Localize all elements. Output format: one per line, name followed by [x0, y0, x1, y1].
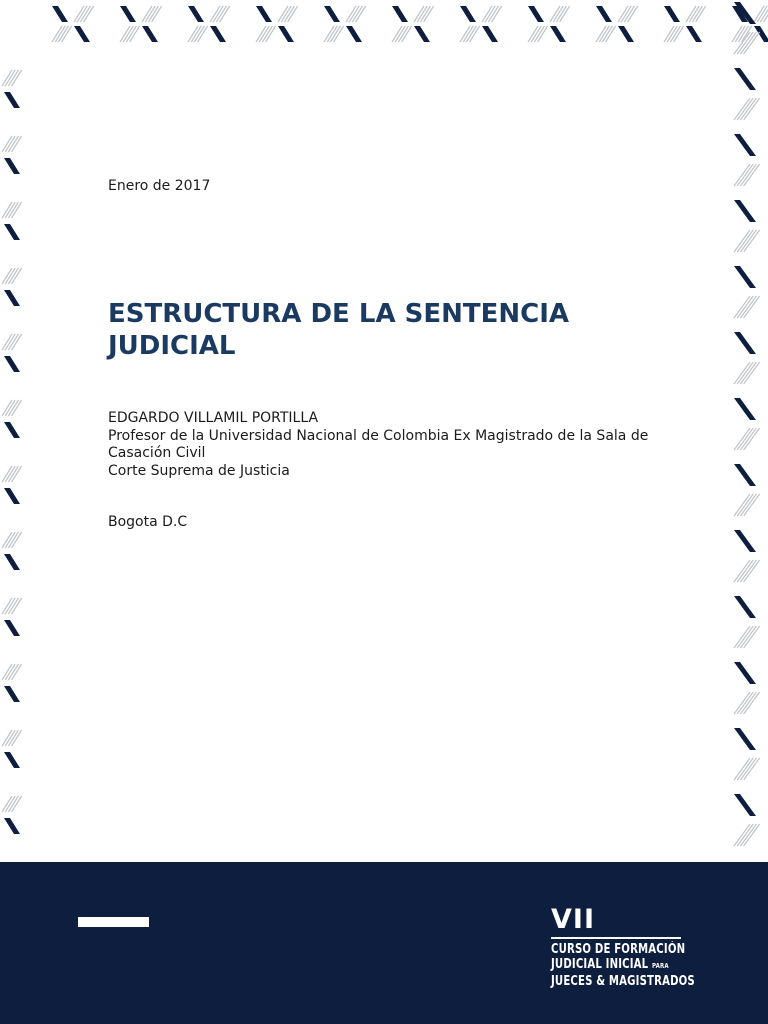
pattern-navy-slash — [596, 6, 612, 22]
pattern-navy-slash — [210, 26, 226, 42]
pattern-navy-slash — [4, 92, 20, 108]
pattern-gray-hatch — [734, 824, 760, 846]
pattern-navy-slash — [618, 26, 634, 42]
document-date: Enero de 2017 — [108, 178, 211, 194]
pattern-navy-slash — [142, 26, 158, 42]
pattern-gray-hatch — [686, 6, 706, 22]
pattern-navy-slash — [414, 26, 430, 42]
pattern-navy-slash — [734, 200, 756, 222]
pattern-navy-slash — [686, 26, 702, 42]
pattern-navy-slash — [256, 6, 272, 22]
pattern-navy-slash — [734, 68, 756, 90]
pattern-gray-hatch — [460, 26, 480, 42]
pattern-navy-slash — [528, 6, 544, 22]
pattern-navy-slash — [4, 158, 20, 174]
footer-band — [0, 862, 768, 1024]
pattern-gray-hatch — [2, 268, 22, 284]
pattern-navy-slash — [4, 488, 20, 504]
pattern-gray-hatch — [618, 6, 638, 22]
pattern-gray-hatch — [74, 6, 94, 22]
pattern-navy-slash — [4, 686, 20, 702]
pattern-navy-slash — [734, 662, 756, 684]
pattern-gray-hatch — [596, 26, 616, 42]
author-block — [108, 410, 688, 480]
pattern-gray-hatch — [414, 6, 434, 22]
pattern-navy-slash — [734, 728, 756, 750]
pattern-gray-hatch — [734, 758, 760, 780]
logo-line-2 — [551, 957, 669, 974]
pattern-navy-slash — [754, 26, 768, 42]
pattern-navy-slash — [4, 752, 20, 768]
pattern-navy-slash — [74, 26, 90, 42]
pattern-gray-hatch — [256, 26, 276, 42]
pattern-gray-hatch — [734, 494, 760, 516]
pattern-gray-hatch — [734, 230, 760, 252]
logo-line-2-small: PARA — [651, 962, 669, 970]
pattern-gray-hatch — [346, 6, 366, 22]
pattern-navy-slash — [460, 6, 476, 22]
pattern-navy-slash — [120, 6, 136, 22]
pattern-navy-slash — [4, 620, 20, 636]
pattern-gray-hatch — [734, 296, 760, 318]
pattern-navy-slash — [734, 134, 756, 156]
pattern-navy-slash — [734, 596, 756, 618]
pattern-gray-hatch — [210, 6, 230, 22]
pattern-gray-hatch — [734, 560, 760, 582]
pattern-gray-hatch — [392, 26, 412, 42]
logo-line-1: CURSO DE FORMACIÓN — [551, 942, 686, 957]
pattern-gray-hatch — [734, 362, 760, 384]
pattern-navy-slash — [4, 356, 20, 372]
logo-line-2-text: JUDICIAL INICIAL — [551, 957, 649, 972]
pattern-navy-slash — [4, 818, 20, 834]
logo-numeral: VII — [551, 904, 595, 935]
pattern-gray-hatch — [2, 598, 22, 614]
pattern-navy-slash — [346, 26, 362, 42]
pattern-navy-slash — [324, 6, 340, 22]
pattern-gray-hatch — [550, 6, 570, 22]
pattern-navy-slash — [4, 290, 20, 306]
pattern-gray-hatch — [734, 32, 760, 54]
document-city: Bogota D.C — [108, 514, 188, 530]
pattern-gray-hatch — [2, 532, 22, 548]
pattern-navy-slash — [664, 6, 680, 22]
pattern-navy-slash — [550, 26, 566, 42]
pattern-gray-hatch — [278, 6, 298, 22]
pattern-gray-hatch — [734, 164, 760, 186]
pattern-gray-hatch — [2, 466, 22, 482]
pattern-gray-hatch — [142, 6, 162, 22]
pattern-gray-hatch — [528, 26, 548, 42]
pattern-navy-slash — [734, 398, 756, 420]
pattern-gray-hatch — [734, 428, 760, 450]
pattern-navy-slash — [278, 26, 294, 42]
pattern-gray-hatch — [120, 26, 140, 42]
pattern-gray-hatch — [734, 692, 760, 714]
author-name: EDGARDO VILLAMIL PORTILLA — [108, 410, 319, 426]
pattern-gray-hatch — [734, 98, 760, 120]
pattern-navy-slash — [52, 6, 68, 22]
pattern-navy-slash — [188, 6, 204, 22]
pattern-gray-hatch — [188, 26, 208, 42]
course-logo — [551, 904, 695, 989]
author-affiliation: Profesor de la Universidad Nacional de Colombia Ex Magistrado de la Sala de — [108, 427, 649, 444]
pattern-navy-slash — [4, 224, 20, 240]
pattern-gray-hatch — [482, 6, 502, 22]
pattern-navy-slash — [482, 26, 498, 42]
footer-accent-bar — [78, 917, 149, 927]
pattern-gray-hatch — [2, 334, 22, 350]
pattern-navy-slash — [4, 422, 20, 438]
pattern-gray-hatch — [2, 400, 22, 416]
pattern-navy-slash — [734, 530, 756, 552]
pattern-navy-slash — [734, 332, 756, 354]
pattern-gray-hatch — [2, 202, 22, 218]
pattern-navy-slash — [734, 464, 756, 486]
pattern-gray-hatch — [2, 664, 22, 680]
author-affiliation-continued: Casación Civil — [108, 445, 206, 461]
pattern-gray-hatch — [754, 6, 768, 22]
pattern-navy-slash — [734, 794, 756, 816]
logo-line-3: JUECES & MAGISTRADOS — [551, 974, 695, 989]
pattern-gray-hatch — [664, 26, 684, 42]
pattern-gray-hatch — [52, 26, 72, 42]
pattern-gray-hatch — [2, 796, 22, 812]
pattern-gray-hatch — [324, 26, 344, 42]
logo-divider — [551, 937, 681, 939]
pattern-navy-slash — [734, 266, 756, 288]
pattern-gray-hatch — [734, 626, 760, 648]
pattern-navy-slash — [392, 6, 408, 22]
author-institution: Corte Suprema de Justicia — [108, 462, 290, 479]
document-title: ESTRUCTURA DE LA SENTENCIA JUDICIAL — [108, 299, 569, 361]
pattern-gray-hatch — [2, 730, 22, 746]
pattern-navy-slash — [4, 554, 20, 570]
pattern-gray-hatch — [2, 136, 22, 152]
pattern-gray-hatch — [2, 70, 22, 86]
